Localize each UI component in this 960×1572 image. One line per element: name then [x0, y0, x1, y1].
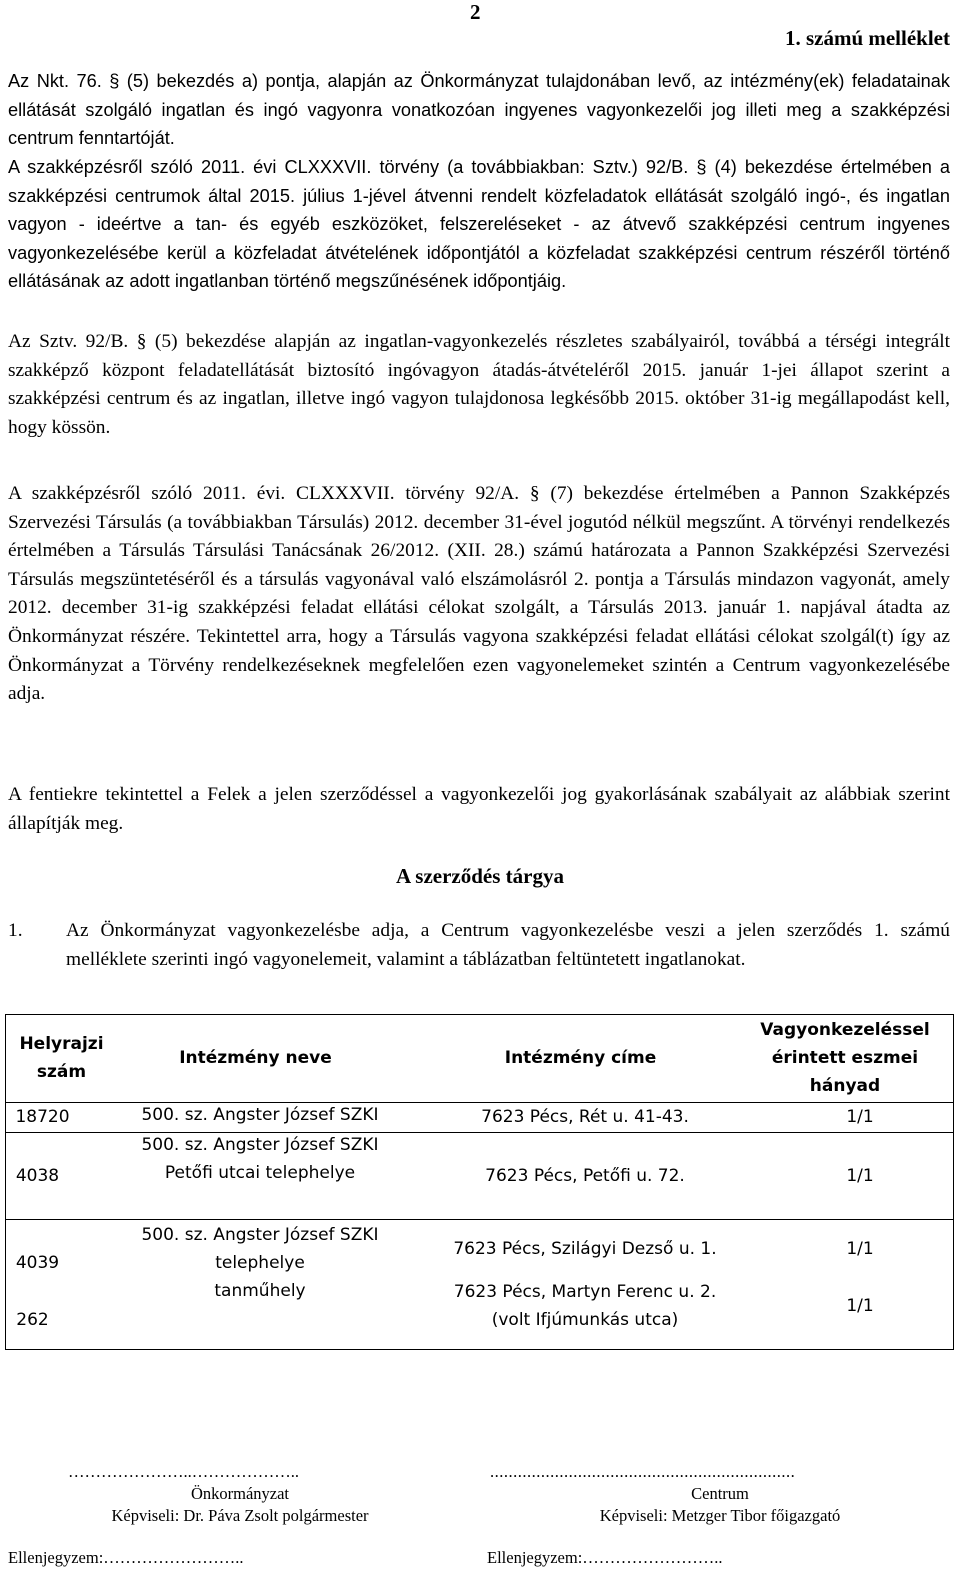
table-border — [5, 1219, 954, 1220]
signature-line-left: …………………..……………….. — [68, 1462, 299, 1481]
header-hrsz: Helyrajzi szám — [19, 1034, 104, 1082]
table-border — [5, 1014, 954, 1015]
cell-hrsz: 262 — [16, 1310, 49, 1330]
signatory-party: Önkormányzat — [190, 1484, 290, 1503]
signatory-representative: Képviseli: Metzger Tibor főigazgató — [599, 1506, 841, 1525]
cell-share: 1/1 — [846, 1107, 874, 1127]
paragraph-nkt: Az Nkt. 76. § (5) bekezdés a) pontja, alapján az Önkormányzat tulajdonában levő, az intézmény(ek) feladatainak ellátását szolgáló ingatlan és ingó vagyonra vonatkozóan ingyenes vagyonkezelői jog illeti meg a szakképzési centrum fenntartóját. — [8, 71, 950, 149]
countersign-left: Ellenjegyzem:…………………….. — [8, 1548, 244, 1567]
item-number: 1. — [8, 920, 23, 941]
cell-name: 500. sz. Angster József SZKI — [141, 1105, 379, 1125]
cell-address: 7623 Pécs, Martyn Ferenc u. 2. (volt Ifjúmunkás utca) — [453, 1282, 717, 1330]
cell-name: 500. sz. Angster József SZKI Petőfi utcai telephelye — [141, 1135, 379, 1183]
header-intezmeny-cime: Intézmény címe — [504, 1048, 657, 1068]
signatory-party: Centrum — [691, 1484, 749, 1503]
cell-hrsz: 18720 — [15, 1107, 70, 1127]
page-number: 2 — [470, 0, 481, 24]
cell-name: 500. sz. Angster József SZKI telephelye tanműhely — [141, 1225, 379, 1301]
property-table — [5, 1014, 954, 1349]
table-border — [5, 1349, 954, 1350]
cell-hrsz: 4039 — [15, 1253, 60, 1273]
header-hanyad: Vagyonkezeléssel érintett eszmei hányad — [760, 1020, 930, 1096]
signatory-representative: Képviseli: Dr. Páva Zsolt polgármester — [111, 1506, 369, 1525]
cell-share: 1/1 — [846, 1239, 874, 1259]
signature-left — [40, 1483, 440, 1527]
cell-address: 7623 Pécs, Rét u. 41-43. — [481, 1107, 689, 1127]
signature-right — [520, 1483, 920, 1527]
paragraph-summary: A fentiekre tekintettel a Felek a jelen szerződéssel a vagyonkezelői jog gyakorlásának szabályait az alábbiak szerint állapítják meg. — [8, 784, 950, 834]
paragraph-tarsulas: A szakképzésről szóló 2011. évi. CLXXXVII. törvény 92/A. § (7) bekezdése értelmében a Pannon Szakképzés Szervezési Társulás (a továbbiakban Társulás) 2012. december 31-ével jogutód nélkül megszűnt. A törvényi rendelkezés értelmében a Társulás Társulási Tanácsának 26/2012. (XII. 28.) számú határozata a Pannon Szakképzési Szervezési Társulás megszüntetéséről és a társulás vagyonával való elszámolásról 2. pontja a Társulás mindazon vagyonát, amely 2012. december 31-ig szakképzési feladat ellátási célokat szolgált, a Társulás 2013. január 1. napjával átadta az Önkormányzat részére. Tekintettel arra, hogy a Társulás vagyona szakképzési feladat ellátási célokat szolgál(t) így az Önkormányzat a Törvény rendelkezéseknek megfelelően ezen vagyonelemeket szintén a Centrum vagyonkezelésébe adja. — [8, 483, 950, 705]
cell-address: 7623 Pécs, Petőfi u. 72. — [485, 1166, 685, 1186]
signature-line-right: .................................................................. — [490, 1462, 796, 1481]
countersign-right: Ellenjegyzem:…………………….. — [487, 1548, 723, 1567]
annex-title: 1. számú melléklet — [784, 26, 950, 50]
cell-address: 7623 Pécs, Szilágyi Dezső u. 1. — [453, 1239, 717, 1259]
cell-hrsz: 4038 — [15, 1166, 60, 1186]
cell-share: 1/1 — [846, 1166, 874, 1186]
item-text: Az Önkormányzat vagyonkezelésbe adja, a Centrum vagyonkezelésbe veszi a jelen szerződés 1. számú melléklete szerinti ingó vagyonelemeit, valamint a táblázatban feltüntetett ingatlanokat. — [66, 920, 950, 970]
header-intezmeny-neve: Intézmény neve — [179, 1048, 332, 1068]
cell-share: 1/1 — [846, 1296, 874, 1316]
section-heading: A szerződés tárgya — [396, 864, 564, 888]
paragraph-sztv-92b5: Az Sztv. 92/B. § (5) bekezdése alapján az ingatlan-vagyonkezelés részletes szabályairól, továbbá a térségi integrált szakképző központ feladatellátását biztosító ingóvagyon átadás-átvételéről 2015. január 1-jei állapot szerint a szakképzési centrum és az ingatlan, illetve ingó vagyon tulajdonosa legkésőbb 2015. október 31-ig megállapodást kell, hogy kössön. — [8, 331, 950, 438]
paragraph-sztv-92b4: A szakképzésről szóló 2011. évi CLXXXVII. törvény (a továbbiakban: Sztv.) 92/B. § (4) bekezdése értelmében a szakképzési centrumok által 2015. július 1-jével átvenni rendelt közfeladatok ellátását szolgáló ingó-, és ingatlan vagyon - ideértve a tan- és egyéb eszközöket, felszereléseket - az átvevő szakképzési centrum ingyenes vagyonkezelésébe kerül a közfeladat átvételének időpontjától a közfeladat szakképzési centrum részéről történő ellátásának az adott ingatlanban történő megszűnésének időpontjáig. — [8, 157, 950, 292]
